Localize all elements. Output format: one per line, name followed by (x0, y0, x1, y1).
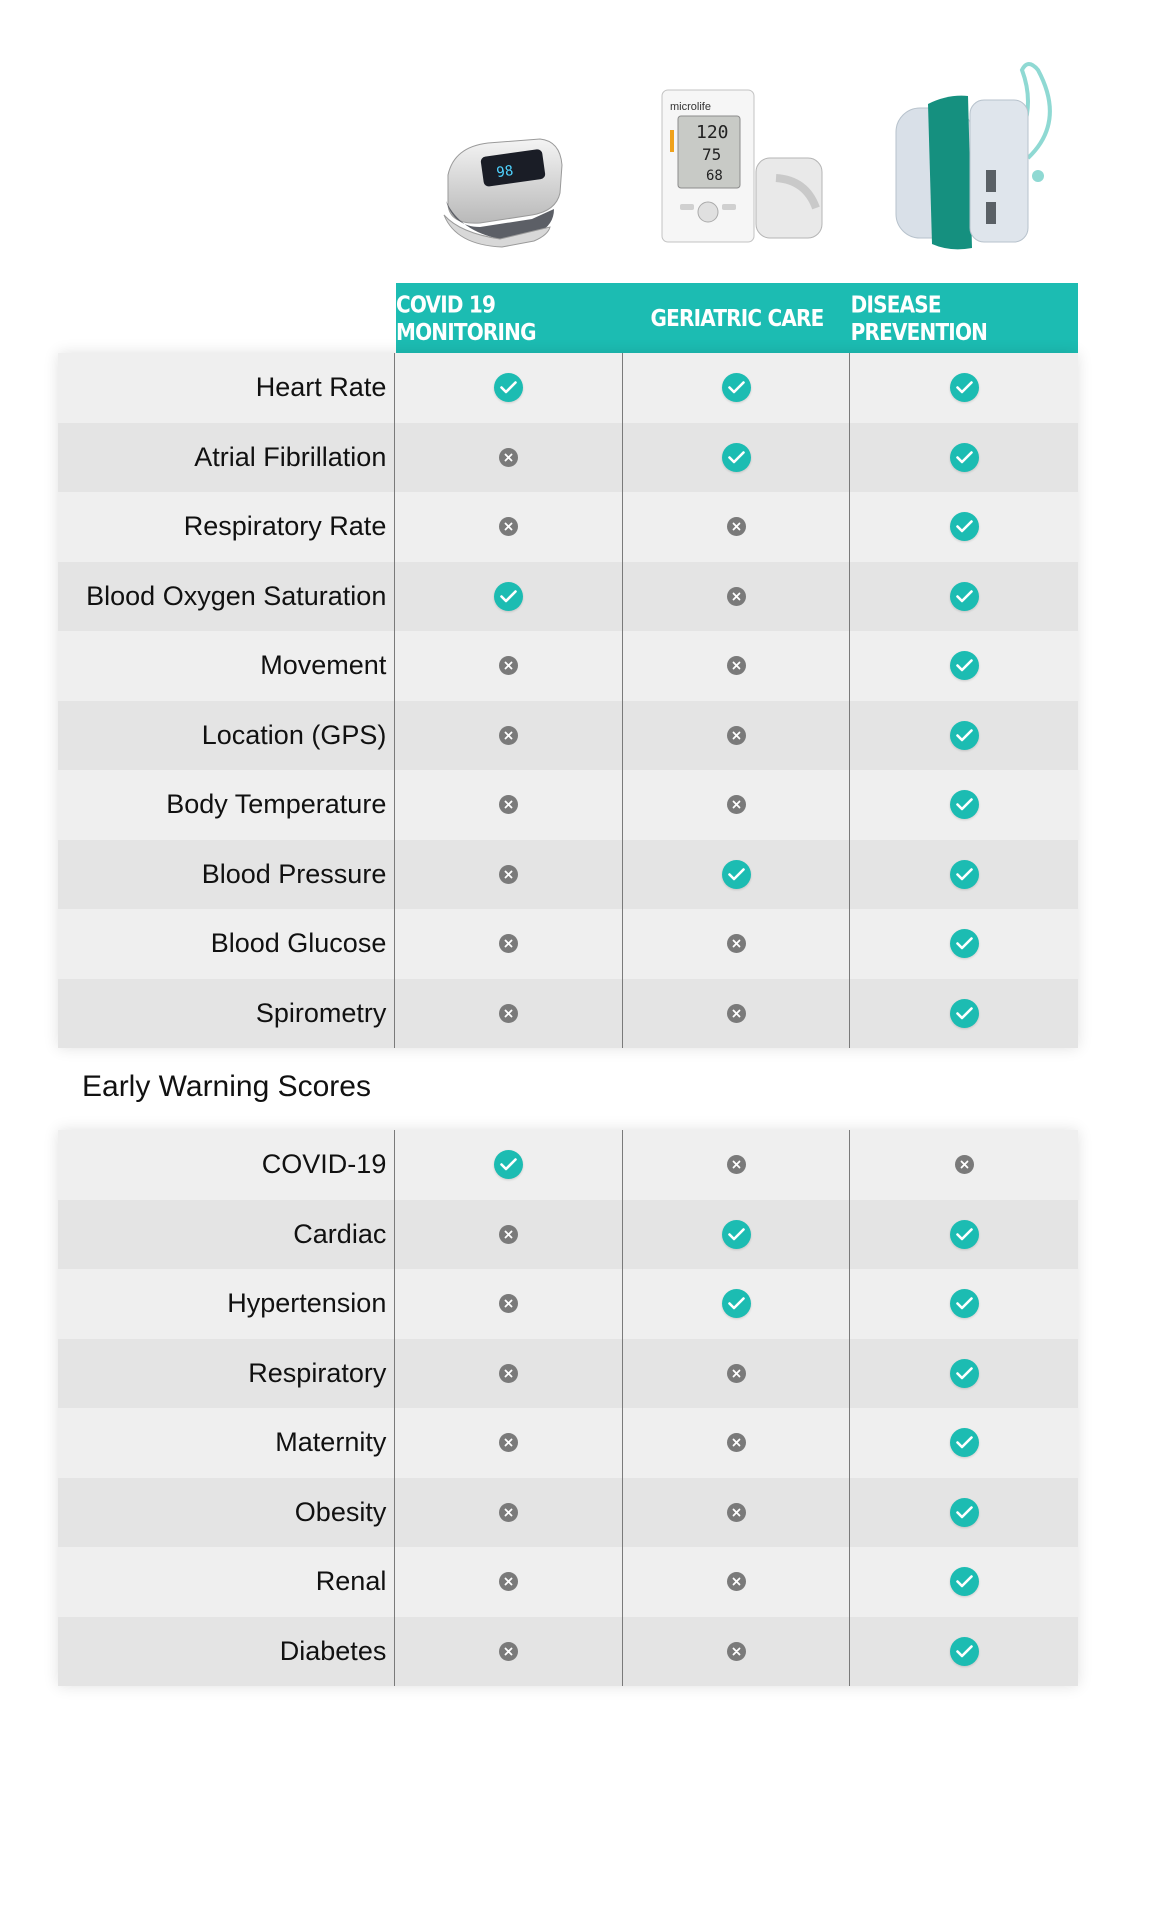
cell-disease-prevention (850, 1478, 1078, 1548)
cross-icon (499, 1503, 518, 1522)
cell-disease-prevention (850, 1547, 1078, 1617)
row-label: Body Temperature (58, 770, 395, 840)
column-header-covid-monitoring: COVID 19 MONITORING (396, 278, 623, 359)
cross-icon (727, 1155, 746, 1174)
cell-disease-prevention (850, 631, 1078, 701)
check-icon (950, 1428, 979, 1457)
table-row (58, 353, 1078, 423)
cross-icon (727, 1004, 746, 1023)
cell-geriatric-care (623, 492, 851, 562)
cross-icon (499, 1364, 518, 1383)
row-label: COVID-19 (58, 1130, 395, 1200)
table-row (58, 562, 1078, 632)
cell-disease-prevention (850, 1408, 1078, 1478)
cell-geriatric-care (623, 1200, 851, 1270)
cell-covid-monitoring (395, 1269, 623, 1339)
check-icon (950, 790, 979, 819)
cell-covid-monitoring (395, 701, 623, 771)
early-warning-scores-title: Early Warning Scores (82, 1070, 371, 1103)
table-row (58, 840, 1078, 910)
bp-reading-pulse: 68 (706, 168, 723, 184)
cross-icon (499, 1572, 518, 1591)
bp-reading-systolic: 120 (696, 122, 729, 143)
check-icon (950, 860, 979, 889)
cross-icon (727, 587, 746, 606)
cell-covid-monitoring (395, 1617, 623, 1687)
cell-geriatric-care (623, 1130, 851, 1200)
cell-covid-monitoring (395, 423, 623, 493)
cell-covid-monitoring (395, 979, 623, 1049)
blood-pressure-monitor-image (656, 88, 826, 248)
cell-disease-prevention (850, 562, 1078, 632)
row-label: Renal (58, 1547, 395, 1617)
check-icon (950, 582, 979, 611)
column-header-disease-prevention: DISEASE PREVENTION (851, 278, 1078, 359)
cross-icon (727, 656, 746, 675)
cell-covid-monitoring (395, 631, 623, 701)
cross-icon (727, 1503, 746, 1522)
cross-icon (727, 1642, 746, 1661)
cell-disease-prevention (850, 353, 1078, 423)
table-row (58, 1130, 1078, 1200)
cell-disease-prevention (850, 423, 1078, 493)
row-label: Obesity (58, 1478, 395, 1548)
cell-geriatric-care (623, 423, 851, 493)
check-icon (950, 929, 979, 958)
check-icon (950, 1289, 979, 1318)
check-icon (950, 721, 979, 750)
table-row (58, 1339, 1078, 1409)
check-icon (722, 1220, 751, 1249)
cell-covid-monitoring (395, 1547, 623, 1617)
check-icon (722, 860, 751, 889)
table-row (58, 701, 1078, 771)
check-icon (722, 1289, 751, 1318)
column-header-geriatric-care: GERIATRIC CARE (623, 278, 850, 359)
table-row (58, 1269, 1078, 1339)
table-row (58, 423, 1078, 493)
check-icon (950, 999, 979, 1028)
row-label: Blood Oxygen Saturation (58, 562, 395, 632)
cell-geriatric-care (623, 1269, 851, 1339)
bp-reading-diastolic: 75 (702, 145, 722, 164)
cell-geriatric-care (623, 353, 851, 423)
check-icon (950, 512, 979, 541)
cell-geriatric-care (623, 1617, 851, 1687)
cross-icon (727, 934, 746, 953)
cell-covid-monitoring (395, 492, 623, 562)
row-label: Respiratory Rate (58, 492, 395, 562)
cell-covid-monitoring (395, 353, 623, 423)
cross-icon (727, 1364, 746, 1383)
row-label: Movement (58, 631, 395, 701)
cross-icon (499, 656, 518, 675)
cell-disease-prevention (850, 1617, 1078, 1687)
cross-icon (499, 448, 518, 467)
cell-disease-prevention (850, 840, 1078, 910)
row-label: Spirometry (58, 979, 395, 1049)
cell-disease-prevention (850, 701, 1078, 771)
cell-disease-prevention (850, 492, 1078, 562)
check-icon (494, 373, 523, 402)
cell-covid-monitoring (395, 1339, 623, 1409)
check-icon (494, 1150, 523, 1179)
row-label: Respiratory (58, 1339, 395, 1409)
table-row (58, 1200, 1078, 1270)
check-icon (494, 582, 523, 611)
row-label: Heart Rate (58, 353, 395, 423)
cell-covid-monitoring (395, 840, 623, 910)
cross-icon (499, 865, 518, 884)
cell-geriatric-care (623, 701, 851, 771)
cross-icon (499, 1225, 518, 1244)
cell-disease-prevention (850, 909, 1078, 979)
wearable-device-image (888, 62, 1063, 254)
cell-geriatric-care (623, 1547, 851, 1617)
cell-geriatric-care (623, 631, 851, 701)
bp-brand-text: microlife (670, 101, 711, 113)
early-warning-scores-table (58, 1130, 1078, 1686)
cross-icon (727, 1572, 746, 1591)
cell-geriatric-care (623, 909, 851, 979)
cross-icon (727, 517, 746, 536)
cell-covid-monitoring (395, 770, 623, 840)
row-label: Location (GPS) (58, 701, 395, 771)
row-label: Blood Pressure (58, 840, 395, 910)
cell-geriatric-care (623, 1478, 851, 1548)
cell-disease-prevention (850, 1200, 1078, 1270)
cell-disease-prevention (850, 1339, 1078, 1409)
table-row (58, 979, 1078, 1049)
table-row (58, 631, 1078, 701)
pulse-oximeter-image (440, 135, 565, 250)
oximeter-display-text: 98 (495, 162, 515, 182)
cross-icon (727, 726, 746, 745)
table-row (58, 1408, 1078, 1478)
cross-icon (499, 934, 518, 953)
table-row (58, 1478, 1078, 1548)
cell-covid-monitoring (395, 562, 623, 632)
comparison-header (396, 283, 1078, 353)
cell-geriatric-care (623, 1339, 851, 1409)
cross-icon (727, 795, 746, 814)
cross-icon (499, 726, 518, 745)
row-label: Cardiac (58, 1200, 395, 1270)
cell-covid-monitoring (395, 1200, 623, 1270)
cell-geriatric-care (623, 562, 851, 632)
cell-covid-monitoring (395, 909, 623, 979)
cross-icon (499, 795, 518, 814)
check-icon (950, 1359, 979, 1388)
table-row (58, 492, 1078, 562)
cross-icon (499, 517, 518, 536)
table-row (58, 770, 1078, 840)
check-icon (950, 1637, 979, 1666)
check-icon (950, 1220, 979, 1249)
row-label: Maternity (58, 1408, 395, 1478)
row-label: Atrial Fibrillation (58, 423, 395, 493)
cross-icon (955, 1155, 974, 1174)
cell-covid-monitoring (395, 1408, 623, 1478)
check-icon (722, 373, 751, 402)
row-label: Hypertension (58, 1269, 395, 1339)
table-row (58, 909, 1078, 979)
check-icon (722, 443, 751, 472)
row-label: Diabetes (58, 1617, 395, 1687)
row-label: Blood Glucose (58, 909, 395, 979)
table-row (58, 1547, 1078, 1617)
cross-icon (499, 1642, 518, 1661)
cell-covid-monitoring (395, 1130, 623, 1200)
cross-icon (499, 1294, 518, 1313)
cell-disease-prevention (850, 1130, 1078, 1200)
check-icon (950, 1567, 979, 1596)
cell-disease-prevention (850, 770, 1078, 840)
cross-icon (499, 1004, 518, 1023)
check-icon (950, 443, 979, 472)
check-icon (950, 651, 979, 680)
cell-disease-prevention (850, 1269, 1078, 1339)
cell-geriatric-care (623, 979, 851, 1049)
table-row (58, 1617, 1078, 1687)
cell-geriatric-care (623, 840, 851, 910)
vitals-table (58, 353, 1078, 1048)
cell-disease-prevention (850, 979, 1078, 1049)
cross-icon (727, 1433, 746, 1452)
cell-geriatric-care (623, 770, 851, 840)
cross-icon (499, 1433, 518, 1452)
cell-geriatric-care (623, 1408, 851, 1478)
check-icon (950, 373, 979, 402)
cell-covid-monitoring (395, 1478, 623, 1548)
check-icon (950, 1498, 979, 1527)
